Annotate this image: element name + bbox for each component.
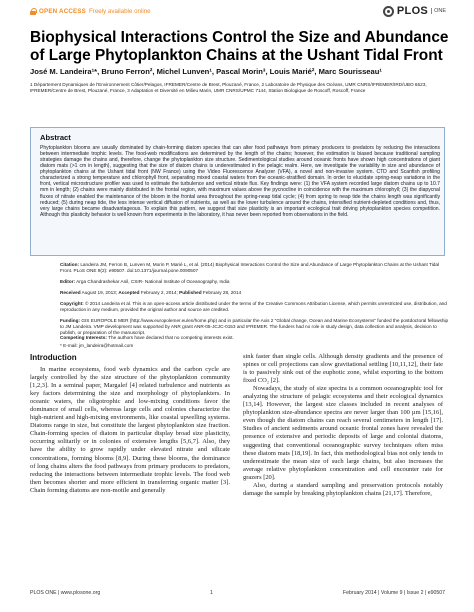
accepted-date: February 2, 2014; — [140, 290, 178, 295]
abstract-box — [30, 127, 445, 256]
affiliations: 1 Département Dynamiques de l'Environnement Côtier/Pelagos, IFREMER/Centre de Brest, Plouzané, France, 2 Laboratoire de Physique des Océans, UMR CNRS/IFREMER/IRD/UBO 6523, IFREMER/Centre de Brest, Plouzané, France, 3 Adaptation et Diversité en Milieu Marin, UMR CNRS/UPMC 7144, Station Biologique de Roscoff, Roscoff, France — [30, 82, 427, 94]
article-title: Biophysical Interactions Control the Size and Abundance of Large Phytoplankton Chains at the Ushant Tidal Front — [30, 29, 449, 64]
published-date: February 28, 2014 — [202, 290, 242, 295]
competing-text: The authors have declared that no competing interests exist. — [108, 335, 234, 340]
left-column — [30, 366, 230, 495]
editor-label: Editor: — [60, 279, 76, 284]
intro-paragraph: In marine ecosystems, food web dynamics and the carbon cycle are largely controlled by the size structure of the phytoplankton community [1,2,3]. In a seminal paper, Margalef [4] related turbulence and nutrients as key factors determining the size and morphology of phytoplankters. In oceanic waters, the oligotrophic and low-mixing conditions favor the dominance of small cells, whereas large cells and colonies characterize the high-nutrient and high-mixing environments, like coastal upwelling systems. Diatoms range in size, but constitute the largest phytoplankton size fraction. Chain-forming species of diatom in particular display broad size plasticity, occurring solitarily or in colonies of extensive lengths [5,6,7]. Also, they have the ability to grow rapidly under elevated nitrate and silicate concentrations, forming blooms [8,9]. During these blooms, the dominance of long chains alters the food pathways from primary producers to predators, reducing the interactions between intermediate trophic levels. The food web then becomes shorter and more efficient in transferring organic matter [3]. Chain forming diatoms are non-motile and generally — [30, 366, 230, 494]
published-label: Published — [179, 290, 202, 295]
open-lock-icon — [30, 8, 36, 15]
email-link[interactable]: * E-mail: jm_landeira@hotmail.com — [60, 343, 134, 348]
email-block — [60, 343, 450, 349]
funding-label: Funding: — [60, 318, 81, 323]
abstract-heading: Abstract — [40, 133, 71, 142]
journal-url[interactable]: PLOS ONE | www.plosone.org — [30, 590, 101, 596]
plos-logo-icon — [383, 6, 394, 17]
funding-link[interactable]: GIS EUROPOLE MER (http://www.europolemer.eu/en/home.php) and in particular the Axis 2 "Global change, Ocean and Marine Ecosystems" funded the postdoctoral fellowship to JM Landeira. VMP development was supported by ANR grant ANR-05-JCJC-0153 and IFREMER. The funders had no role in study design, data collection and analysis, decision to publish, or preparation of the manuscript. — [60, 318, 449, 336]
intro-paragraph: Also, during a standard sampling and preservation protocols notably damage the sample by breaking phytoplankton chains [21,17]. Therefore, — [243, 481, 443, 497]
open-access-badge — [30, 8, 151, 15]
funding-block — [60, 318, 450, 336]
issue-info: February 2014 | Volume 9 | Issue 2 | e90507 — [342, 590, 445, 596]
introduction-heading: Introduction — [30, 353, 77, 362]
right-column — [243, 353, 443, 498]
abstract-text: Phytoplankton blooms are usually dominated by chain-forming diatom species that can alter food pathways from primary producers to predators by reducing the interactions between intermediate trophic levels. The food-web modifications are determined by the length of the chains; however, the estimation is biased because traditional sampling strategies damage the chains and, therefore, change the phytoplankton size structure. Sedimentological studies around oceanic fronts have shown high concentrations of giant diatom mats (>1 cm in length), suggesting that the size of diatom chains is underestimated in the pelagic realm. Here, we investigate the variability in size and abundance of phytoplankton chains at the Ushant tidal front (NW France) using the Video Fluorescence Analyzer (VFA), a novel and non-invasive system. CTD and Scanfish profiling characterized a strong temperature and chlorophyll front, separating mixed coastal waters from the oceanic-stratified domain. In order to elucidate spring-neap variations in the front, vertical microstructure profiler was used to estimate the turbulence and vertical nitrate flux. Key findings were: (1) the VFA system recorded large diatom chains up to 10.7 mm in length; (2) chains were mainly distributed in the frontal region, with maximum values above the pycnocline in coincidence with the maximum chlorophyll; (3) the diapycnal fluxes of nitrate enabled the maintenance of the bloom in the frontal area throughout the spring-neap tidal cycle; (4) from spring to neap tide the chains length was significantly reduced; (5) during neap tide, the less intense vertical diffusion of nutrients, as well as the lower turbulence around the chains, intensified nutrient-depleted conditions and, thus, very large chains became disadvantageous. To explain this pattern, we suggest that size plasticity is an important ecological trait driving phytoplankton species competition. Although this plasticity behavior is well known from experiments in the laboratory, it has never been reported from observations in the field. — [40, 145, 440, 218]
editor-text: Arga Chandrashekar Anil, CSIR- National Institute of Oceanography, India — [76, 279, 230, 284]
page-number: 1 — [210, 590, 213, 596]
copyright-text: © 2014 Landeira et al. This is an open-access article distributed under the terms of the Creative Commons Attribution License, which permits unrestricted use, distribution, and reproduction in any medium, provided the original author and source are credited. — [60, 301, 447, 313]
freely-available-label: Freely available online — [89, 8, 151, 15]
citation-text: Landeira JM, Ferron B, Lunven M, Morin P, Marié L, et al. (2014) Biophysical Interactions Control the Size and Abundance of Large Phytoplankton Chains at the Ushant Tidal Front. PLoS ONE 9(2): e90507. doi:10.1371/journal.pone.0090507 — [60, 262, 440, 274]
received-label: Received — [60, 290, 81, 295]
citation-label: Citation: — [60, 262, 80, 267]
copyright-block — [60, 301, 450, 313]
author-list: José M. Landeira¹*, Bruno Ferron², Michel Lunven¹, Pascal Morin³, Louis Marié², Marc Sourisseau¹ — [30, 67, 382, 76]
brand-name: PLOS — [396, 5, 429, 17]
intro-paragraph: Nowadays, the study of size spectra is a common oceanographic tool for analyzing the structure of pelagic ecosystems and their ecological dynamics [13,14]. However, the largest size classes included in recent analyses of phytoplankton size-abundance spectra are never larger than 100 µm [15,16], even though the diatom chains can reach several centimeters in length [17]. Studies of ancient sediments around oceanic frontal zones have revealed the presence of extensive and periodic deposits of large and colonial diatoms, suggesting that conventional oceanographic survey techniques often miss these diatom mats [18,19]. In fact, this methodological bias not only tends to underestimate the mean size of such large chains, but also increases the average relative phytoplankton concentration and cell encounter rate for grazers [20]. — [243, 385, 443, 481]
competing-label: Competing Interests: — [60, 335, 107, 340]
competing-block — [60, 335, 450, 341]
received-date: August 19, 2013; — [81, 290, 118, 295]
plos-one-logo — [383, 5, 446, 17]
citation-block — [60, 262, 450, 274]
dates-block — [60, 290, 450, 296]
brand-sub: ONE — [431, 8, 446, 14]
accepted-label: Accepted — [118, 290, 140, 295]
journal-header — [0, 0, 474, 24]
intro-paragraph: sink faster than single cells. Although density gradients and the presence of spines or cell projections can slow gravitational settling [10,11,12], their fate is to passively sink out of the euphotic zone, whilst exporting to the bottom fixed CO₂ [2]. — [243, 353, 443, 385]
open-access-label: OPEN ACCESS — [39, 8, 87, 15]
copyright-label: Copyright: — [60, 301, 84, 306]
editor-block — [60, 279, 450, 285]
